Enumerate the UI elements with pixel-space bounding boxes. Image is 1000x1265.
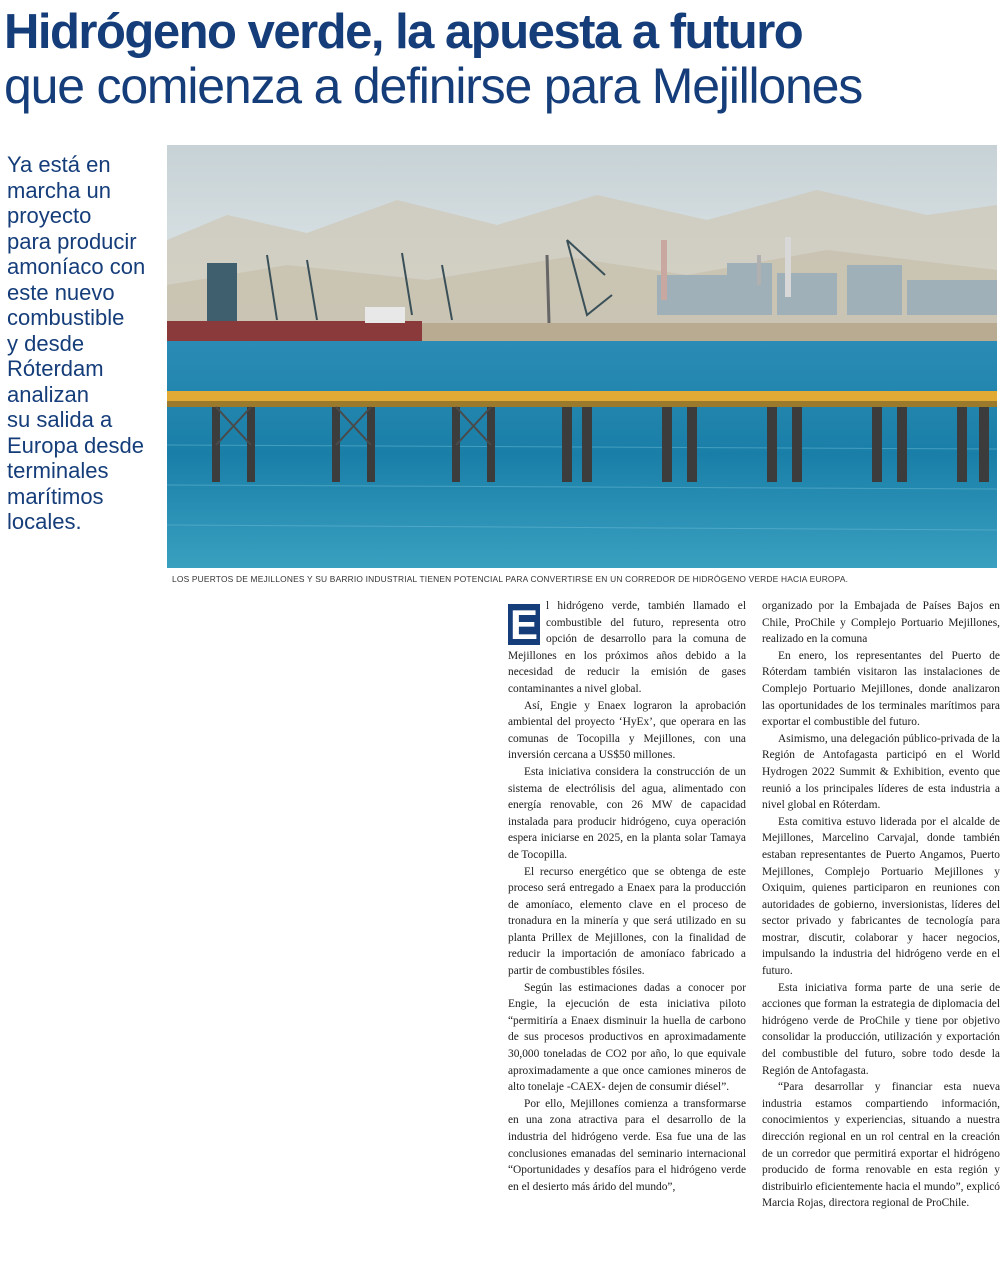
lede-line: terminales (7, 458, 109, 483)
lede-line: marcha un (7, 177, 111, 203)
lede-line: analizan (7, 381, 89, 407)
drop-cap: E (509, 601, 538, 648)
article-column-1 (508, 598, 746, 1195)
paragraph: Así, Engie y Enaex lograron la aprobación ambiental del proyecto ‘HyEx’, que operara en las comunas de Tocopilla y Mejillones, con una inversión cercana a US$50 millones. (508, 699, 746, 762)
lede (7, 152, 157, 535)
paragraph: Esta iniciativa forma parte de una serie de acciones que forman la estrategia de diplomacia del hidrógeno verde de ProChile y tiene por objetivo consolidar la producción, utilización y exportación del combustible del futuro, sobre todo desde la Región de Antofagasta. (762, 981, 1000, 1077)
paragraph: Esta iniciativa considera la construcción de un sistema de electrólisis del agua, alimentado con energía renovable, con 26 MW de capacidad instalada para producir hidrógeno, cuya operación espera iniciarse en 2025, en la planta solar Tamaya de Tocopilla. (508, 765, 746, 861)
shoreline (422, 323, 997, 341)
lede-line: para producir (7, 228, 137, 254)
lede-line: locales. (7, 509, 82, 534)
ship (167, 321, 422, 343)
ship-bridge (365, 307, 405, 323)
paragraph: El recurso energético que se obtenga de este proceso será entregado a Enaex para la producción de amoníaco, elemento clave en el proceso de tronadura en la minería y que será utilizado en su planta Prillex de Mejillones, con la finalidad de reducir la importación de amoníaco fabricado a partir de combustibles fósiles. (508, 865, 746, 978)
lede-line: proyecto (7, 203, 92, 228)
lede-line: y desde (7, 330, 85, 356)
lede-line: Ya está en (7, 152, 111, 177)
photo-caption: LOS PUERTOS DE MEJILLONES Y SU BARRIO INDUSTRIAL TIENEN POTENCIAL PARA CONVERTIRSE EN UN CORREDOR DE HIDRÓGENO VERDE HACIA EUROPA. (172, 574, 849, 584)
article-column-2 (762, 598, 1000, 1212)
pier-deck (167, 391, 997, 401)
paragraph: Por ello, Mejillones comienza a transformarse en una zona atractiva para el desarrollo de la industria del hidrógeno verde. Esa fue una de las conclusiones emanadas del seminario internacional “Oportunidades y desafíos para el hidrógeno verde en el desierto más árido del mundo”, (508, 1097, 746, 1193)
lede-line: amoníaco con (7, 254, 146, 279)
lede-line: este nuevo (7, 279, 115, 305)
paragraph: Asimismo, una delegación público-privada de la Región de Antofagasta participó en el World Hydrogen 2022 Summit & Exhibition, evento que reunió a los principales líderes de esta industria a nivel global en Róterdam. (762, 732, 1000, 812)
paragraph: “Para desarrollar y financiar esta nueva industria estamos compartiendo información, conocimientos y experiencias, situando a nuestra dirección regional en un rol central en la creación de un corredor que permitirá exportar el hidrógeno producido de forma renovable en esta región y distribuirlo eficientemente hacia el mundo”, explicó Marcia Rojas, directora regional de ProChile. (762, 1081, 1000, 1210)
headline-line-2: que comienza a definirse para Mejillones (4, 58, 863, 114)
paragraph: l hidrógeno verde, también llamado el combustible del futuro, representa otro opción de desarrollo para la comuna de Mejillones en los próximos años debido a la necesidad de reducir la emisión de gases contaminantes a nivel global. (508, 600, 746, 695)
paragraph: Según las estimaciones dadas a conocer por Engie, la ejecución de esta iniciativa piloto “permitiría a Enaex disminuir la huella de carbono de sus procesos productivos en aproximadamente 30,000 toneladas de CO2 por año, lo que equivale aproximadamente a que once camiones mineros de alto tonelaje -CAEX- dejen de consumir diésel”. (508, 981, 746, 1094)
lede-line: marítimos (7, 483, 104, 509)
paragraph: Esta comitiva estuvo liderada por el alcalde de Mejillones, Marcelino Carvajal, donde también estaban representantes de Puerto Angamos, Puerto Mejillones, Complejo Portuario Mejillones y Oxiquim, quienes participaron en reuniones con autoridades de gobierno, inversionistas, líderes del sector privado y fabricantes de tecnología para mostrar, discutir, colaborar y hacer negocios, impulsando la industria del hidrógeno verde en el futuro. (762, 815, 1000, 978)
lede-line: Europa desde (7, 432, 144, 458)
lede-line: Róterdam (7, 356, 104, 381)
paragraph: organizado por la Embajada de Países Bajos en Chile, ProChile y Complejo Portuario Mejillones, realizado en la comuna (762, 600, 1000, 646)
paragraph: En enero, los representantes del Puerto de Róterdam también visitaron las instalaciones de Complejo Portuario Mejillones, donde analizaron las oportunidades de los terminales marítimos para exportar el combustible del futuro. (762, 649, 1000, 729)
headline-line-1: Hidrógeno verde, la apuesta a futuro (4, 5, 803, 59)
lede-line: combustible (7, 305, 125, 330)
headline (4, 5, 994, 114)
lede-line: su salida a (7, 407, 113, 432)
port-photo (167, 145, 997, 568)
